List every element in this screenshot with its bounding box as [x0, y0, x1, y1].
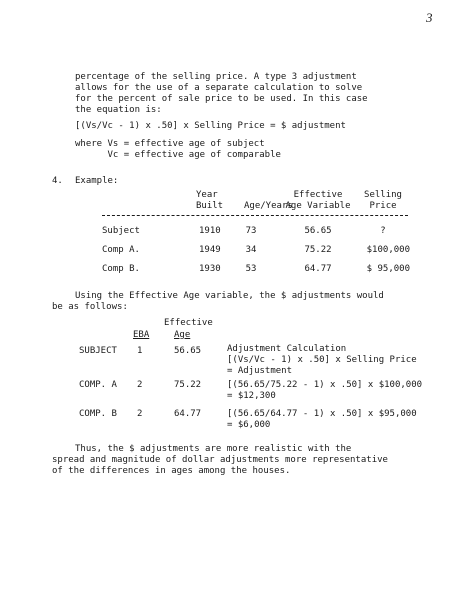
where-line-1: where Vs = effective age of subject	[75, 139, 265, 149]
intro-line-4: the equation is:	[75, 105, 162, 115]
row-effective: 56.65	[304, 226, 332, 236]
row-price: $ 95,000	[366, 264, 410, 274]
adj-row-calc-line-3: = Adjustment	[227, 366, 293, 376]
adj-row-calc-line-1: [(56.65/64.77 - 1) x .50] x $95,000	[227, 409, 417, 419]
adj-row-calc-line-1: Adjustment Calculation	[227, 344, 347, 354]
table-divider	[102, 215, 408, 216]
row-year: 1930	[199, 264, 221, 274]
adj-row-effective: 64.77	[174, 409, 202, 419]
header-effective-top: Effective	[293, 190, 343, 200]
adj-row-effective: 75.22	[174, 380, 202, 390]
row-name: Subject	[102, 226, 140, 236]
adj-row-calc-line-2: = $6,000	[227, 420, 271, 430]
adj-row-calc-line-2: [(Vs/Vc - 1) x .50] x Selling Price	[227, 355, 417, 365]
row-year: 1910	[199, 226, 221, 236]
thus-line-3: of the differences in ages among the houses.	[52, 466, 291, 476]
row-effective: 64.77	[304, 264, 332, 274]
row-year: 1949	[199, 245, 221, 255]
row-age: 53	[245, 264, 257, 274]
using-line-1: Using the Effective Age variable, the $ adjustments would	[75, 291, 384, 301]
row-price: $100,000	[366, 245, 410, 255]
row-name: Comp A.	[102, 245, 140, 255]
adj-row-calc-line-1: [(56.65/75.22 - 1) x .50] x $100,000	[227, 380, 423, 390]
row-age: 34	[245, 245, 257, 255]
header-adj-age: Age	[174, 330, 191, 340]
adj-row-name: SUBJECT	[79, 346, 117, 356]
header-selling-bottom: Price	[369, 201, 397, 211]
header-year-bottom: Built	[196, 201, 224, 211]
row-price: ?	[380, 226, 386, 236]
header-selling-top: Selling	[364, 190, 402, 200]
row-age: 73	[245, 226, 257, 236]
header-age-years: Age/Years	[244, 201, 293, 211]
adj-row-eba: 2	[137, 409, 143, 419]
intro-line-1: percentage of the selling price. A type 3 adjustment	[75, 72, 357, 82]
row-effective: 75.22	[304, 245, 332, 255]
header-eba: EBA	[133, 330, 150, 340]
adj-row-name: COMP. A	[79, 380, 117, 390]
thus-line-1: Thus, the $ adjustments are more realistic with the	[75, 444, 352, 454]
example-title: Example:	[75, 176, 119, 186]
using-line-2: be as follows:	[52, 302, 128, 312]
example-number: 4.	[52, 176, 63, 186]
thus-line-2: spread and magnitude of dollar adjustments more representative	[52, 455, 388, 465]
intro-line-3: for the percent of sale price to be used. In this case	[75, 94, 368, 104]
header-adj-effective: Effective	[164, 318, 213, 328]
adj-row-name: COMP. B	[79, 409, 117, 419]
adj-row-eba: 2	[137, 380, 143, 390]
header-year-top: Year	[196, 190, 218, 200]
adj-row-eba: 1	[137, 346, 143, 356]
where-line-2: Vc = effective age of comparable	[75, 150, 281, 160]
adj-row-calc-line-2: = $12,300	[227, 391, 276, 401]
intro-line-2: allows for the use of a separate calculation to solve	[75, 83, 363, 93]
adjustment-equation: [(Vs/Vc - 1) x .50] x Selling Price = $ adjustment	[75, 121, 346, 131]
row-name: Comp B.	[102, 264, 140, 274]
page-number: 3	[426, 10, 433, 25]
adj-row-effective: 56.65	[174, 346, 202, 356]
header-effective-bottom: Age Variable	[285, 201, 351, 211]
